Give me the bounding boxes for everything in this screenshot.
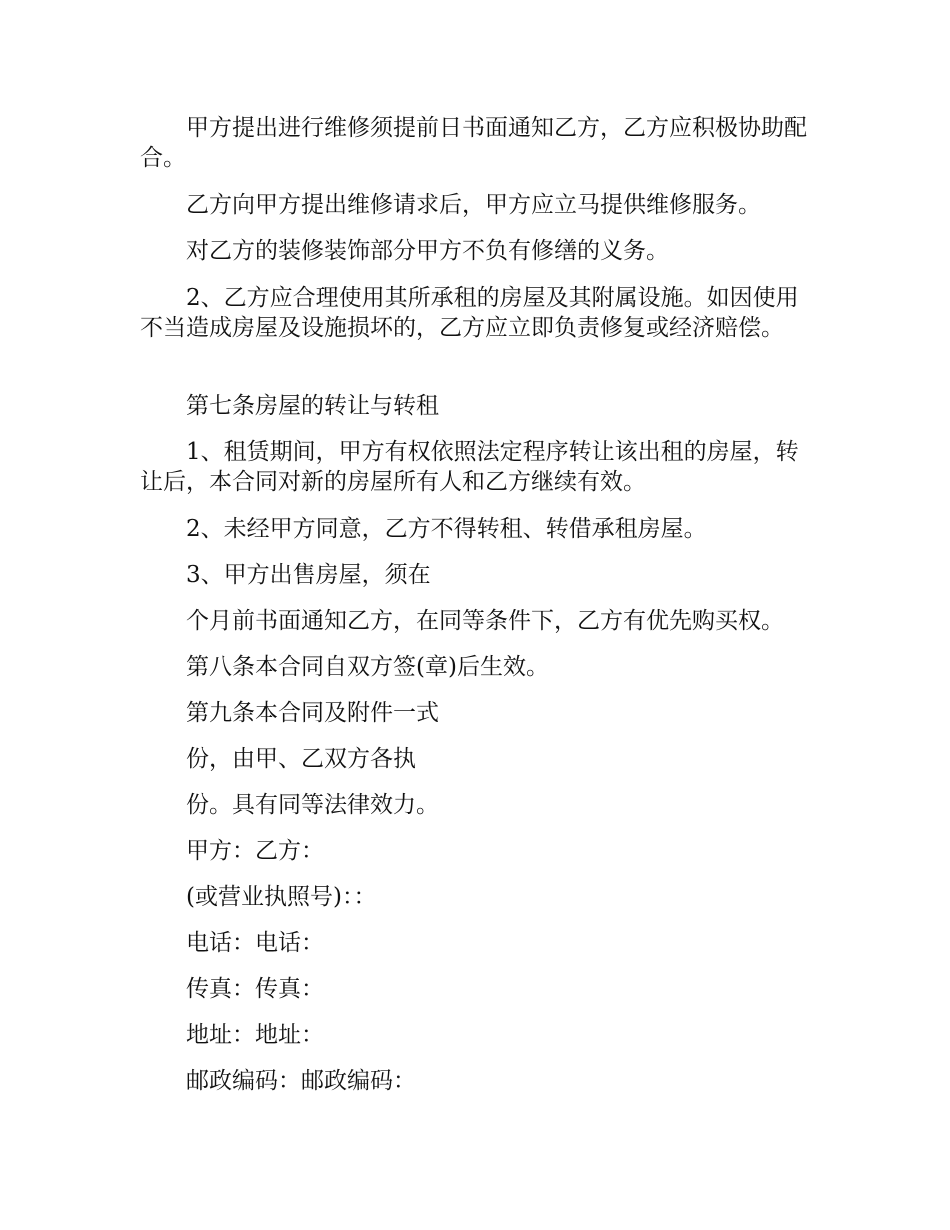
paragraph-decoration-duty: 对乙方的装修装饰部分甲方不负有修缮的义务。 bbox=[186, 238, 669, 264]
signature-license-number: (或营业执照号)：： bbox=[186, 884, 377, 910]
paragraph-repair-notice: 甲方提出进行维修须提前日书面通知乙方，乙方应积极协助配合。 bbox=[140, 115, 807, 171]
section-heading-article-7: 第七条房屋的转让与转租 bbox=[186, 393, 439, 419]
paragraph-copies-held: 份，由甲、乙双方各执 bbox=[186, 746, 416, 772]
paragraph-no-sublease: 2、未经甲方同意，乙方不得转租、转借承租房屋。 bbox=[186, 516, 707, 542]
paragraph-transfer-rights: 1、租赁期间，甲方有权依照法定程序转让该出租的房屋，转让后，本合同对新的房屋所有人和乙方继续有效。 bbox=[140, 439, 799, 495]
paragraph-sale-notice: 3、甲方出售房屋，须在 bbox=[186, 562, 431, 588]
section-heading-article-8: 第八条本合同自双方签(章)后生效。 bbox=[186, 654, 549, 680]
signature-fax: 传真：传真： bbox=[186, 976, 324, 1002]
paragraph-proper-use: 2、乙方应合理使用其所承租的房屋及其附属设施。如因使用不当造成房屋及设施损坏的，乙方应立即负责修复或经济赔偿。 bbox=[140, 285, 799, 341]
paragraph-legal-effect: 份。具有同等法律效力。 bbox=[186, 792, 439, 818]
signature-phone: 电话：电话： bbox=[186, 930, 324, 956]
section-heading-article-9: 第九条本合同及附件一式 bbox=[186, 700, 439, 726]
signature-party-names: 甲方：乙方： bbox=[186, 838, 324, 864]
signature-address: 地址：地址： bbox=[186, 1022, 324, 1048]
paragraph-repair-request: 乙方向甲方提出维修请求后，甲方应立马提供维修服务。 bbox=[186, 192, 761, 218]
signature-postal-code: 邮政编码：邮政编码： bbox=[186, 1068, 416, 1094]
paragraph-priority-purchase: 个月前书面通知乙方，在同等条件下，乙方有优先购买权。 bbox=[186, 608, 784, 634]
